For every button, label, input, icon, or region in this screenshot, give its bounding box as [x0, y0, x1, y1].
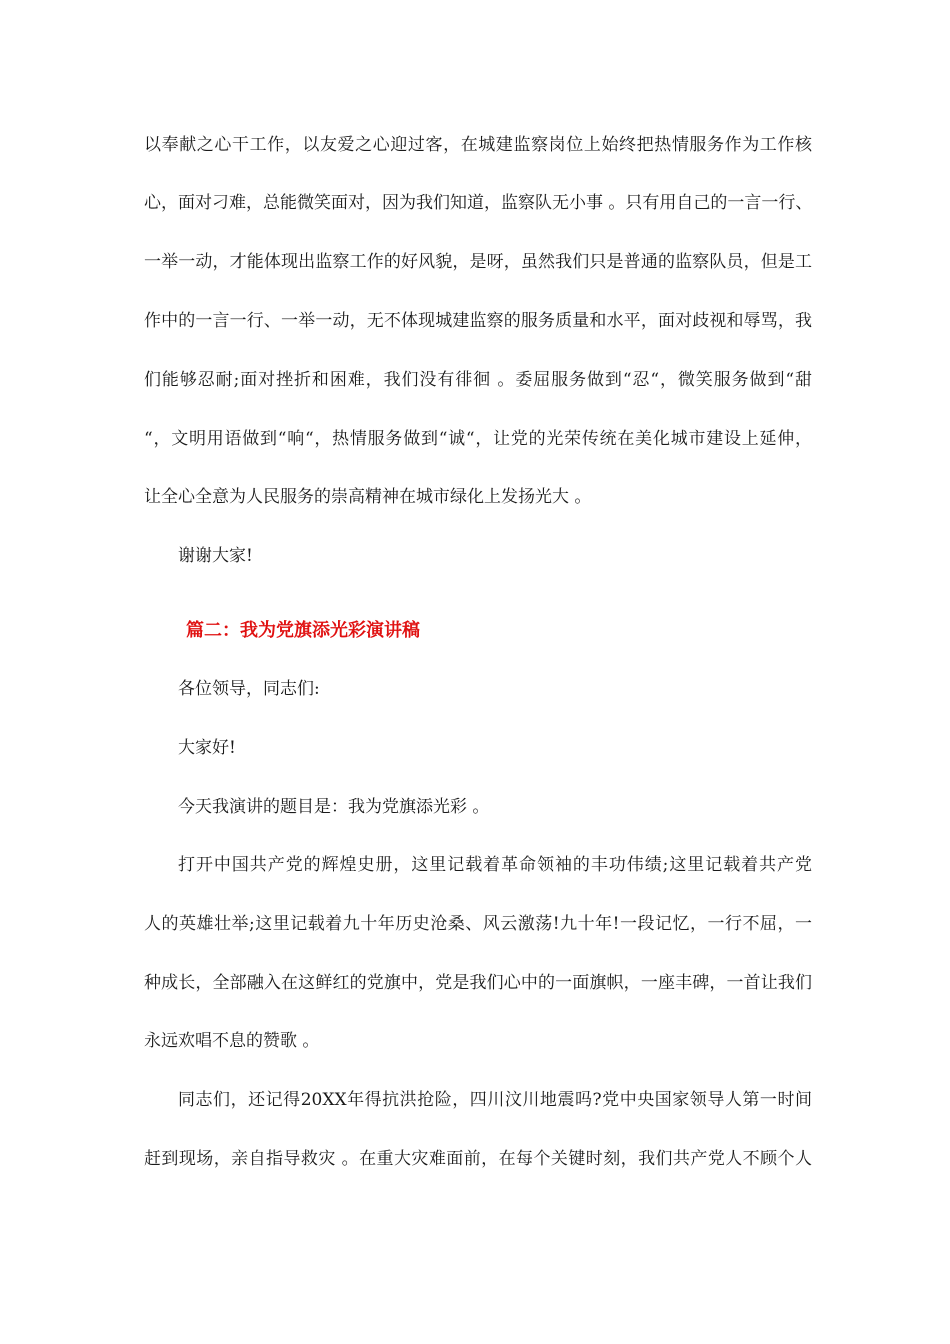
para1-line-1: 打开中国共产党的辉煌史册，这里记载着革命领袖的丰功伟绩;这里记载着共产党	[178, 855, 812, 875]
body-line-7: 让全心全意为人民服务的崇高精神在城市绿化上发扬光大 。	[144, 487, 592, 507]
body-line-4: 作中的一言一行、一举一动，无不体现城建监察的服务质量和水平，面对歧视和辱骂，我	[144, 311, 812, 331]
para1-line-3: 种成长，全部融入在这鲜红的党旗中，党是我们心中的一面旗帜，一座丰碑，一首让我们	[144, 973, 812, 993]
body-line-6: “，文明用语做到“响“，热情服务做到“诚“，让党的光荣传统在美化城市建设上延伸，	[144, 429, 812, 449]
topic-line: 今天我演讲的题目是：我为党旗添光彩 。	[178, 797, 490, 817]
section-heading: 篇二：我为党旗添光彩演讲稿	[186, 620, 420, 641]
body-line-3: 一举一动，才能体现出监察工作的好风貌，是呀，虽然我们只是普通的监察队员，但是工	[144, 252, 812, 272]
hello-line: 大家好!	[178, 738, 236, 758]
para2-line-1: 同志们，还记得20XX年得抗洪抢险，四川汶川地震吗?党中央国家领导人第一时间	[178, 1090, 812, 1110]
body-line-2: 心，面对刁难，总能微笑面对，因为我们知道，监察队无小事 。只有用自己的一言一行、	[144, 193, 812, 213]
body-line-1: 以奉献之心干工作，以友爱之心迎过客，在城建监察岗位上始终把热情服务作为工作核	[144, 135, 812, 155]
greeting-line: 各位领导，同志们:	[178, 679, 320, 699]
para2-line-2: 赶到现场，亲自指导救灾 。在重大灾难面前，在每个关键时刻，我们共产党人不顾个人	[144, 1149, 812, 1169]
para1-line-4: 永远欢唱不息的赞歌 。	[144, 1031, 320, 1051]
thanks-line: 谢谢大家!	[178, 546, 253, 566]
para1-line-2: 人的英雄壮举;这里记载着九十年历史沧桑、风云激荡!九十年!一段记忆，一行不屈，一	[144, 914, 812, 934]
body-line-5: 们能够忍耐;面对挫折和困难，我们没有徘徊 。委屈服务做到“忍“，微笑服务做到“甜	[144, 370, 812, 390]
